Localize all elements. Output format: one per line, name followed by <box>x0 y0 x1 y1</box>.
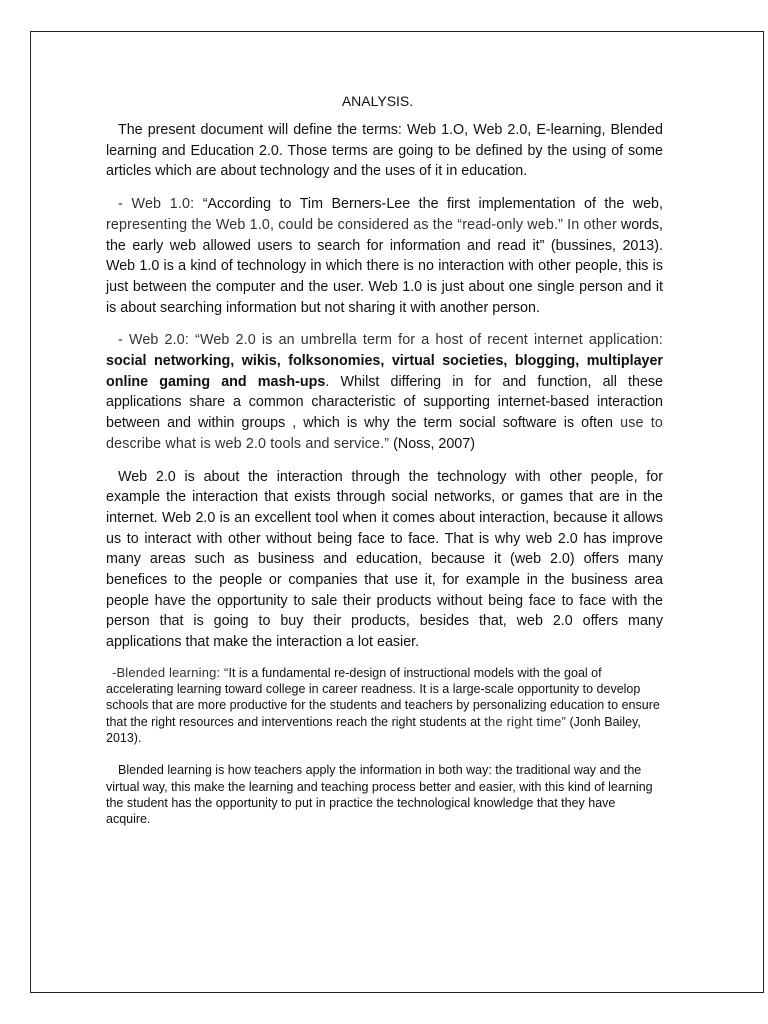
blended-label: -Blended learning: “ <box>112 664 229 680</box>
intro-paragraph <box>106 120 663 182</box>
web1-quote-light: representing the Web 1.0, could be considered as the “read-only web.” In other <box>106 216 617 233</box>
web2-explanation-paragraph <box>106 467 663 653</box>
web1-quote-open: “According to Tim Berners-Lee the first implementation of the web, <box>194 196 663 213</box>
blended-explanation-text: Blended learning is how teachers apply the information in both way: the traditional way and the virtual way, this make the learning and teaching process better and easier, with this kind of learning the student has the opportunity to put in practice the technological knowledge that they have acquire. <box>106 763 653 827</box>
web1-label: - Web 1.0: <box>118 196 195 213</box>
web1-paragraph <box>106 194 663 318</box>
intro-text: The present document will define the terms: Web 1.O, Web 2.0, E-learning, Blended learning and Education 2.0. Those terms are going to be defined by the using of some articles which are about technology and the uses of it in education. <box>106 122 663 180</box>
blended-quote: It is a fundamental re-design of instructional models with the goal of accelerating learning toward college in career readness. It is a large-scale opportunity to develop schools that are more productive for the students and teachers by personalizing education to ensure that the right resources and interventions reach the right students at <box>106 665 660 729</box>
document-body <box>106 91 663 828</box>
web2-rest: . Whilst differing in for and function, all these applications share a common characteristic of supporting internet-based interaction between and within groups , which is why the term social software is often <box>106 373 663 432</box>
web1-quote-rest: words, the early web allowed users to search for information and read it” (bussines, 2013). Web 1.0 is a kind of technology in which there is no interaction with other people, this is just between the computer and the user. Web 1.0 is just about one single person and it is about searching information but not sharing it with another person. <box>106 216 663 316</box>
web2-explanation-text: Web 2.0 is about the interaction through the technology with other people, for example the interaction that exists through social networks, or games that are in the internet. Web 2.0 is an excellent tool when it comes about interaction, because it allows us to interact with other without being face to face. That is why web 2.0 has improve many areas such as business and education, because it (web 2.0) offers many benefices to the people or companies that use it, for example in the business area people have the opportunity to sale their products without being face to face with the person that is going to buy their products, besides that, web 2.0 offers many applications that make the interaction a lot easier. <box>106 468 663 651</box>
web2-label-quote: - Web 2.0: “Web 2.0 is an umbrella term for a host of recent internet application: <box>118 332 663 349</box>
blended-explanation-paragraph <box>106 762 663 827</box>
document-title: ANALYSIS. <box>341 93 414 109</box>
web2-citation: (Noss, 2007) <box>389 435 475 452</box>
blended-citation: (Jonh Bailey, 2013). <box>106 714 641 746</box>
web2-paragraph <box>106 330 663 454</box>
blended-light-end: the right time” <box>480 713 567 729</box>
blended-paragraph <box>106 665 663 746</box>
web2-light-end: use to describe what is web 2.0 tools and service.” <box>106 415 664 452</box>
web2-bold-terms: social networking, wikis, folksonomies, virtual societies, blogging, multiplayer online gaming and mash-ups <box>106 353 663 390</box>
